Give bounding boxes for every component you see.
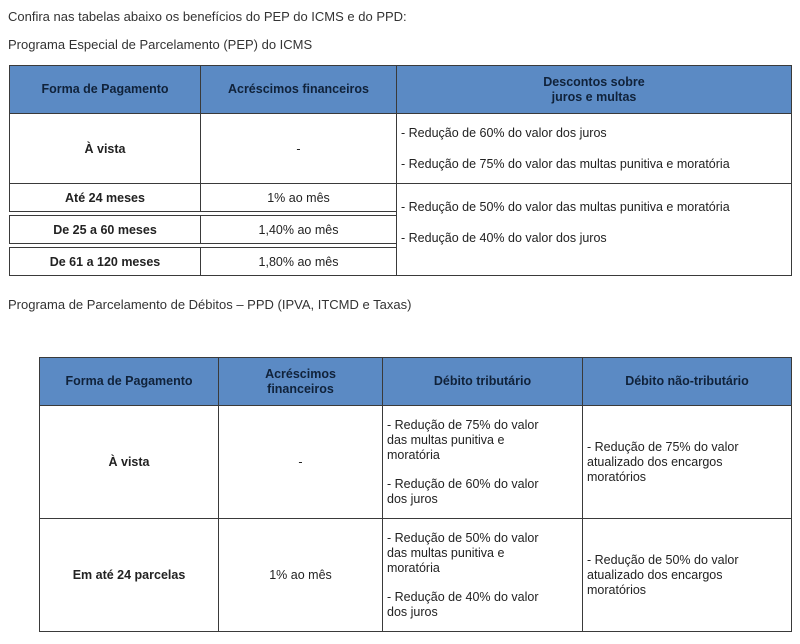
list-item: moratórios [587, 469, 647, 484]
pep-header-forma: Forma de Pagamento [10, 66, 201, 114]
list-item: - Redução de 50% do valor [587, 552, 739, 567]
table-row [10, 184, 792, 212]
ppd-row-forma: Em até 24 parcelas [40, 519, 219, 632]
pep-row-forma: De 25 a 60 meses [10, 216, 201, 244]
pep-row-acrescimo: 1% ao mês [201, 184, 397, 212]
list-item: - Redução de 40% do valor [387, 589, 539, 604]
pep-row-acrescimo: 1,40% ao mês [201, 216, 397, 244]
ppd-row-trib [383, 406, 583, 519]
list-item: - Redução de 60% do valor [387, 476, 539, 491]
ppd-row-naotrib [583, 406, 792, 519]
pep-header-acrescimos: Acréscimos financeiros [201, 66, 397, 114]
pep-row-acrescimo: - [201, 114, 397, 184]
pep-avista-descontos [397, 114, 792, 184]
pep-header-descontos [397, 66, 792, 114]
pep-row-forma: À vista [10, 114, 201, 184]
ppd-row-forma: À vista [40, 406, 219, 519]
ppd-header-acrescimos-line1: Acréscimos [265, 366, 336, 381]
ppd-row-naotrib [583, 519, 792, 632]
intro-text: Confira nas tabelas abaixo os benefícios do PEP do ICMS e do PPD: [8, 9, 407, 24]
pep-title: Programa Especial de Parcelamento (PEP) do ICMS [8, 37, 313, 52]
ppd-row-acrescimo: 1% ao mês [219, 519, 383, 632]
pep-parcelado-descontos [397, 184, 792, 276]
ppd-title: Programa de Parcelamento de Débitos – PPD (IPVA, ITCMD e Taxas) [8, 297, 412, 312]
list-item: - Redução de 60% do valor dos juros [401, 125, 607, 140]
pep-row-forma: Até 24 meses [10, 184, 201, 212]
table-row [40, 406, 792, 519]
table-row [10, 114, 792, 184]
list-item: - Redução de 50% do valor [387, 530, 539, 545]
pep-header-descontos-line2: juros e multas [551, 89, 637, 104]
pep-row-forma: De 61 a 120 meses [10, 248, 201, 276]
table-row [40, 519, 792, 632]
list-item: das multas punitiva e [387, 545, 505, 560]
ppd-header-trib: Débito tributário [383, 358, 583, 406]
ppd-header-naotrib: Débito não-tributário [583, 358, 792, 406]
ppd-header-acrescimos-line2: financeiros [267, 381, 334, 396]
list-item: - Redução de 75% do valor [387, 417, 539, 432]
pep-row-acrescimo: 1,80% ao mês [201, 248, 397, 276]
list-item: atualizado dos encargos [587, 454, 723, 469]
list-item: moratória [387, 447, 440, 462]
list-item: - Redução de 75% do valor das multas punitiva e moratória [401, 156, 730, 171]
list-item: das multas punitiva e [387, 432, 505, 447]
list-item: dos juros [387, 491, 438, 506]
list-item: atualizado dos encargos [587, 567, 723, 582]
list-item: moratória [387, 560, 440, 575]
list-item: dos juros [387, 604, 438, 619]
list-item: moratórios [587, 582, 647, 597]
pep-table [9, 65, 792, 276]
ppd-header-acrescimos [219, 358, 383, 406]
ppd-header-forma: Forma de Pagamento [40, 358, 219, 406]
pep-header-descontos-line1: Descontos sobre [543, 74, 645, 89]
ppd-row-acrescimo: - [219, 406, 383, 519]
list-item: - Redução de 75% do valor [587, 439, 739, 454]
ppd-row-trib [383, 519, 583, 632]
list-item: - Redução de 50% do valor das multas punitiva e moratória [401, 199, 730, 214]
ppd-table [39, 357, 792, 632]
list-item: - Redução de 40% do valor dos juros [401, 230, 607, 245]
